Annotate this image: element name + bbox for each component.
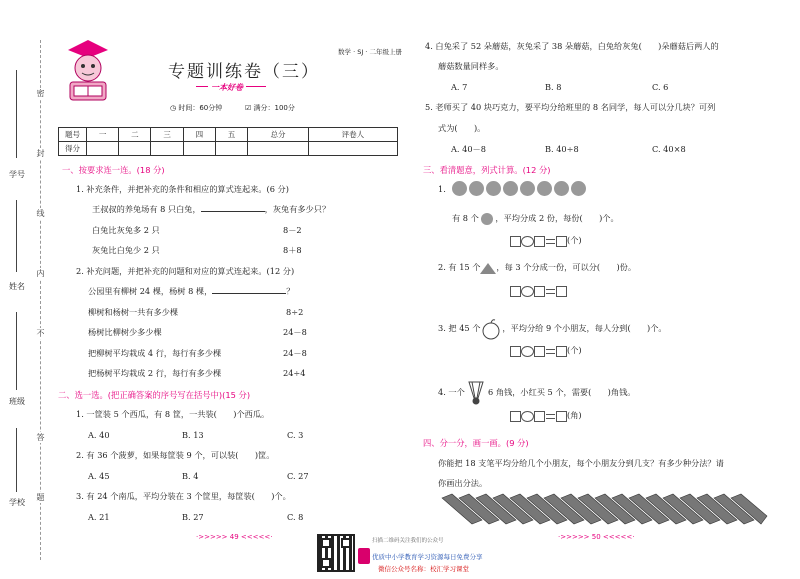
exam-time: ◷ 时间：60分钟 <box>170 104 223 112</box>
match-right: 8÷2 <box>286 307 304 317</box>
ball-icon <box>571 181 586 196</box>
choice-question: 4. 白兔采了 52 朵蘑菇，灰兔采了 38 朵蘑菇，白兔给灰兔( )朵蘑菇后两人的 <box>425 41 719 51</box>
option-a[interactable]: A. 7 <box>451 82 468 92</box>
question-text-cont: 你画出分法。 <box>438 478 488 488</box>
option-c[interactable]: C. 8 <box>287 512 304 522</box>
subject-meta: 数学 · SJ · 二年级上册 <box>338 48 402 56</box>
match-left: 白兔比灰兔多 2 只 <box>92 225 160 235</box>
page-number-right: ·>>>>> 50 <<<<<· <box>558 533 635 541</box>
question-text: 4. 一个 6 角钱，小红买 5 个，需要( )角钱。 <box>438 380 635 406</box>
ball-icon <box>554 181 569 196</box>
class-label: 班级 <box>9 397 25 406</box>
option-a[interactable]: A. 40－8 <box>451 144 486 154</box>
ball-icon <box>503 181 518 196</box>
table-cell: 得分 <box>59 142 87 156</box>
choice-question: 3. 有 24 个南瓜，平均分装在 3 个筐里，每筐装( )个。 <box>76 491 291 501</box>
match-left: 把柳树平均栽成 4 行，每行有多少棵 <box>88 348 222 358</box>
choice-question: 2. 有 36 个菠萝，如果每筐装 9 个，可以装( )筐。 <box>76 450 275 460</box>
choice-question-cont: 式为( )。 <box>438 123 486 133</box>
score-cell[interactable] <box>248 142 309 156</box>
answer-blank[interactable] <box>212 286 286 294</box>
match-right: 8＋8 <box>283 245 302 255</box>
question-text: 2. 补充问题，并把补充的问题和对应的算式连起来。(12 分) <box>76 266 295 276</box>
table-cell: 四 <box>183 128 215 142</box>
pencil-row <box>438 492 768 526</box>
question-text: 2. 有 15 个 ，每 3 个分成一份，可以分( )份。 <box>438 262 637 272</box>
ball-icon <box>520 181 535 196</box>
score-cell[interactable] <box>87 142 119 156</box>
option-b[interactable]: B. 8 <box>545 82 562 92</box>
match-right: 24－8 <box>283 327 307 337</box>
option-a[interactable]: A. 45 <box>88 471 110 481</box>
fill-line <box>16 70 17 158</box>
seal-char: 封 <box>36 149 45 158</box>
fill-line <box>16 312 17 390</box>
score-table <box>58 127 398 156</box>
triangle-icon <box>480 263 496 274</box>
fill-line <box>16 200 17 272</box>
subtitle: 一本好卷 <box>208 82 246 93</box>
table-cell: 五 <box>215 128 247 142</box>
ball-icon <box>486 181 501 196</box>
ball-icon <box>452 181 467 196</box>
ball-icon <box>469 181 484 196</box>
qr-note: 扫描二维码关注我们的公众号 <box>372 538 444 544</box>
seal-char: 密 <box>36 89 45 98</box>
option-b[interactable]: B. 40÷8 <box>545 144 579 154</box>
seal-char: 线 <box>36 209 45 218</box>
question-stem: 公园里有柳树 24 棵，杨树 8 棵， ？ <box>88 286 295 296</box>
equation-frame[interactable]: (个) <box>510 345 582 357</box>
choice-question-cont: 蘑菇数量同样多。 <box>438 61 504 71</box>
brand-logo-icon <box>358 548 370 564</box>
match-right: 24÷4 <box>283 368 306 378</box>
option-c[interactable]: C. 27 <box>287 471 309 481</box>
score-cell[interactable] <box>215 142 247 156</box>
qr-code[interactable] <box>317 534 355 572</box>
match-left: 杨树比柳树少多少棵 <box>88 327 162 337</box>
question-number: 1. <box>438 184 446 194</box>
shuttlecock-icon <box>467 380 485 406</box>
question-text: 3. 把 45 个 ，平均分给 9 个小朋友，每人分到( )个。 <box>438 318 667 340</box>
promo-line-2: 微信公众号名称：校汇学习课堂 <box>378 565 469 573</box>
question-text: 有 8 个 ，平均分成 2 份，每份( )个。 <box>452 213 619 223</box>
mascot-illustration <box>58 36 120 104</box>
section-2-title: 二、选一选。(把正确答案的序号写在括号中)(15 分) <box>58 390 251 400</box>
score-icon: ☑ <box>245 104 252 112</box>
score-cell[interactable] <box>183 142 215 156</box>
seal-char: 答 <box>36 433 45 442</box>
match-left: 灰兔比白兔少 2 只 <box>92 245 160 255</box>
equation-frame[interactable]: (个) <box>510 235 582 247</box>
question-text: 你能把 18 支笔平均分给几个小朋友，每个小朋友分到几支？有多少种分法？请 <box>438 458 724 468</box>
option-c[interactable]: C. 6 <box>652 82 669 92</box>
equation-frame[interactable]: (角) <box>510 410 582 422</box>
match-right: 24－8 <box>283 348 307 358</box>
score-cell[interactable] <box>151 142 183 156</box>
table-cell: 题号 <box>59 128 87 142</box>
option-a[interactable]: A. 40 <box>88 430 110 440</box>
clock-icon: ◷ <box>170 104 177 112</box>
choice-question: 1. 一筐装 5 个西瓜，有 8 筐，一共装( )个西瓜。 <box>76 409 270 419</box>
name-label: 姓名 <box>9 282 25 291</box>
option-a[interactable]: A. 21 <box>88 512 110 522</box>
option-c[interactable]: C. 3 <box>287 430 304 440</box>
question-text: 1. 补充条件，并把补充的条件和相应的算式连起来。(6 分) <box>76 184 289 194</box>
table-cell: 评卷人 <box>308 128 397 142</box>
table-cell: 总分 <box>248 128 309 142</box>
ball-icon <box>537 181 552 196</box>
promo-line-1: 优质中小学教育学习资源每日免费分享 <box>372 553 483 561</box>
student-id-label: 学号 <box>9 170 25 179</box>
full-score: ☑ 满分：100分 <box>245 104 295 112</box>
fill-line <box>16 428 17 492</box>
score-cell[interactable] <box>308 142 397 156</box>
choice-question: 5. 老师买了 40 块巧克力，要平均分给班里的 8 名同学，每人可以分几块？可列 <box>425 102 716 112</box>
match-right: 8－2 <box>283 225 302 235</box>
question-stem: 王叔叔的养兔场有 8 只白兔， ，灰兔有多少只？ <box>92 204 331 214</box>
table-cell: 二 <box>119 128 151 142</box>
section-1-title: 一、按要求连一连。(18 分) <box>62 165 165 175</box>
ball-icon <box>481 213 493 225</box>
option-b[interactable]: B. 13 <box>182 430 204 440</box>
seal-char: 题 <box>36 493 45 502</box>
page-number-left: ·>>>>> 49 <<<<<· <box>196 533 273 541</box>
section-3-title: 三、看清题意，列式计算。(12 分) <box>423 165 551 175</box>
seal-char: 内 <box>36 269 45 278</box>
score-cell[interactable] <box>119 142 151 156</box>
option-c[interactable]: C. 40×8 <box>652 144 686 154</box>
option-b[interactable]: B. 27 <box>182 512 204 522</box>
answer-blank[interactable] <box>201 204 265 212</box>
table-cell: 一 <box>87 128 119 142</box>
match-left: 把杨树平均栽成 2 行，每行有多少棵 <box>88 368 222 378</box>
section-4-title: 四、分一分，画一画。(9 分) <box>423 438 529 448</box>
equation-frame[interactable] <box>510 285 567 297</box>
apple-icon <box>480 318 502 340</box>
match-left: 柳树和杨树一共有多少棵 <box>88 307 179 317</box>
table-cell: 三 <box>151 128 183 142</box>
ball-row <box>452 181 588 198</box>
option-b[interactable]: B. 4 <box>182 471 199 481</box>
page-title: 专题训练卷（三） <box>168 62 320 82</box>
binding-dashed-line <box>40 40 41 560</box>
school-label: 学校 <box>9 498 25 507</box>
seal-char: 不 <box>36 329 45 338</box>
